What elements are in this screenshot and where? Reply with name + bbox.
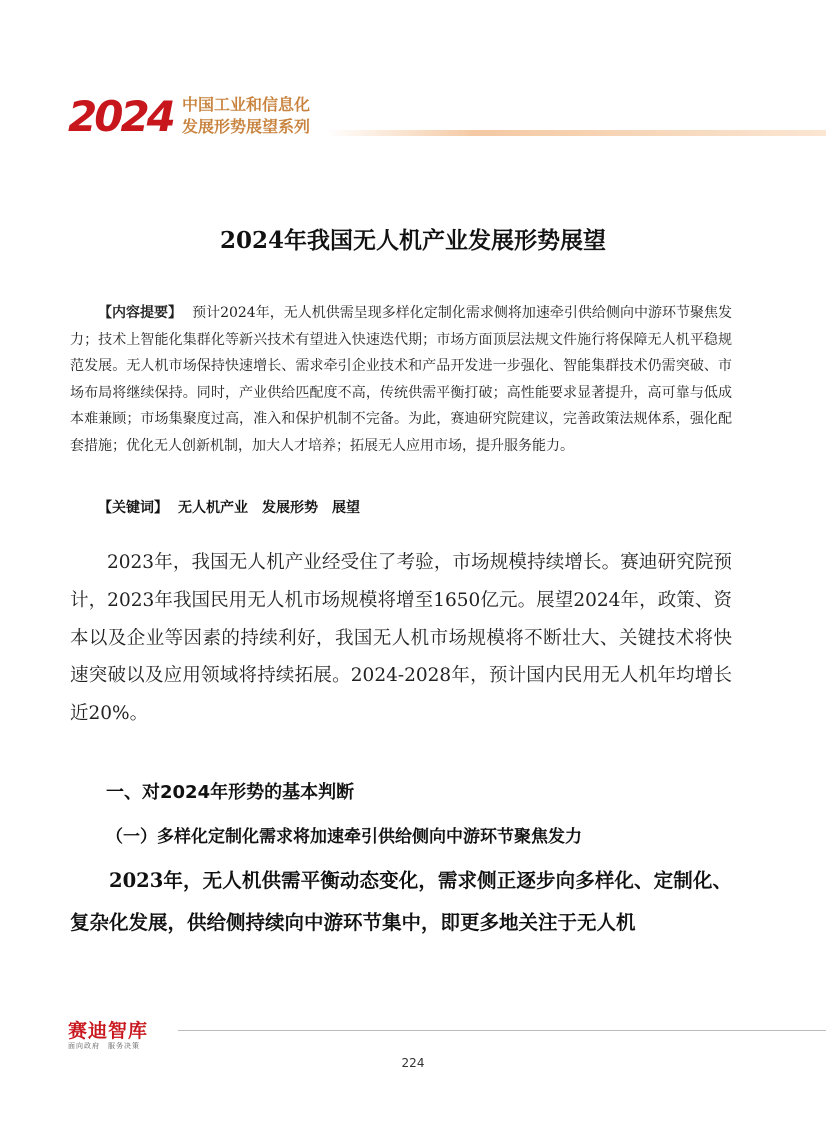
page-title: 2024年我国无人机产业发展形势展望	[219, 227, 606, 254]
header-decorative-bar	[326, 130, 826, 136]
page-header	[68, 92, 826, 142]
abstract-text: 预计2024年，无人机供需呈现多样化定制化需求侧将加速牵引供给侧向中游环节聚焦发力；技术上智能化集群化等新兴技术有望进入快速迭代期；市场方面顶层法规文件施行将保障无人机平稳规范发展。无人机市场保持快速增长、需求牵引企业技术和产品开发进一步强化、智能集群技术仍需突破、市场布局将继续保持。同时，产业供给匹配度不高，传统供需平衡打破；高性能要求显著提升，高可靠与低成本难兼顾；市场集聚度过高，准入和保护机制不完备。为此，赛迪研究院建议，完善政策法规体系，强化配套措施；优化无人创新机制，加大人才培养；拓展无人应用市场，提升服务能力。	[70, 305, 732, 454]
section-heading: 一、对2024年形势的基本判断	[106, 782, 355, 803]
footer-slogan: 面向政府 服务决策	[68, 1042, 140, 1050]
footer-brand-logo: 赛迪智库	[68, 1020, 149, 1042]
year-logo-text: 2024	[68, 92, 173, 141]
abstract	[70, 300, 732, 459]
series-title-line2: 发展形势展望系列	[182, 117, 311, 136]
page-number: 224	[401, 1056, 425, 1070]
bold-paragraph: 2023年，无人机供需平衡动态变化，需求侧正逐步向多样化、定制化、复杂化发展，供给侧持续向中游环节集中，即更多地关注于无人机	[70, 869, 732, 934]
series-title	[182, 94, 310, 138]
intro-paragraph: 2023年，我国无人机产业经受住了考验，市场规模持续增长。赛迪研究院预计，2023年我国民用无人机市场规模将增至1650亿元。展望2024年，政策、资本以及企业等因素的持续利好，我国无人机市场规模将不断壮大、关键技术将快速突破以及应用领域将持续拓展。2024-2028年，预计国内民用无人机年均增长近20%。	[70, 552, 732, 725]
footer-divider	[178, 1030, 826, 1031]
keywords-items: 无人机产业 发展形势 展望	[178, 500, 360, 516]
abstract-label: 【内容提要】	[98, 305, 183, 321]
year-logo	[68, 94, 173, 140]
series-title-line1: 中国工业和信息化	[182, 95, 311, 114]
subsection-heading: （一）多样化定制化需求将加速牵引供给侧向中游环节聚焦发力	[106, 827, 582, 847]
keywords-label: 【关键词】	[98, 500, 168, 516]
keywords	[98, 497, 360, 517]
